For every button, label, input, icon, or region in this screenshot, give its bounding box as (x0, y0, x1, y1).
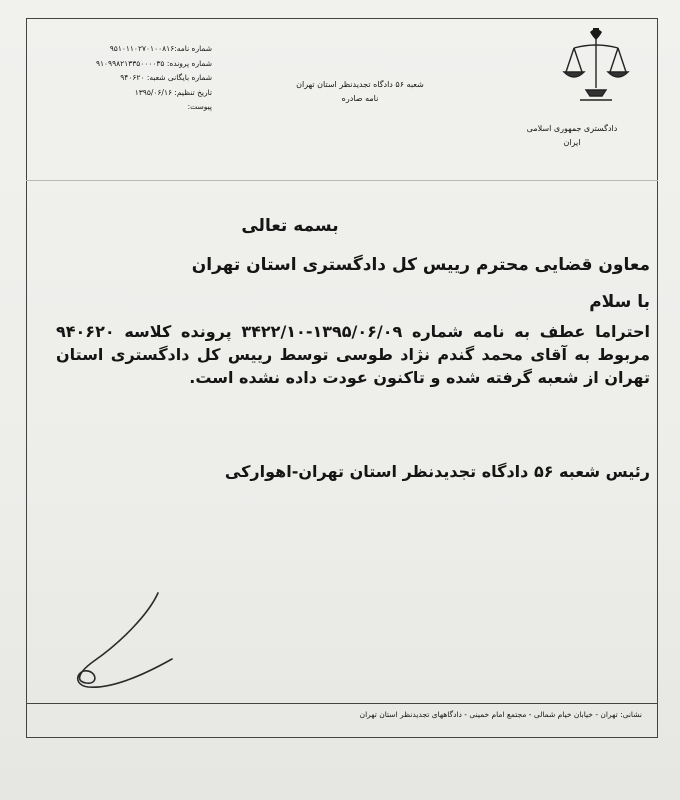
footer-address: نشانی: تهران - خیابان خیام شمالی - مجتمع امام خمینی - دادگاههای تجدیدنظر استان تهران (359, 710, 642, 719)
court-title: شعبه ۵۶ دادگاه تجدیدنظر استان تهران (296, 80, 424, 89)
case-number: شماره پرونده: ۹۱۰۹۹۸۲۱۳۳۵۰۰۰۰۳۵ (95, 58, 212, 68)
footer-divider (26, 703, 658, 704)
signatory-line: رئیس شعبه ۵۶ دادگاه تجدیدنظر استان تهران-اهوارکی (224, 462, 650, 481)
letter-addressee: معاون قضایی محترم ریيس کل دادگستری استان تهران (191, 255, 650, 275)
archive-number: شماره بایگانی شعبه: ۹۴۰۶۲۰ (120, 73, 212, 82)
attachment-label: پیوست: (187, 102, 212, 111)
handwritten-signature (40, 585, 210, 695)
letter-metadata (42, 42, 212, 115)
org-name-line2: ایران (563, 138, 581, 147)
org-name-line1: دادگستری جمهوری اسلامی (526, 124, 618, 133)
letter-date: تاریخ تنظیم: ۱۳۹۵/۰۶/۱۶ (134, 87, 212, 97)
letter-body: احتراما عطف به نامه شماره ۱۳۹۵/۰۶/۰۹-۳۴۲۲/۱۰ پرونده کلاسه ۹۴۰۶۲۰ مربوط به آقای محمد گندم نژاد طوسی توسط ریيس کل دادگستری استان تهران از شعبه گرفته شده و تاکنون عودت داده نشده است. (56, 322, 651, 387)
letter-greeting: با سلام (589, 292, 650, 312)
court-subtitle: نامه صادره (341, 94, 379, 103)
header-divider (26, 180, 658, 181)
judiciary-emblem-icon (560, 28, 632, 110)
court-header (250, 78, 470, 106)
organization-name (502, 122, 642, 150)
letter-opening: بسمه تعالی (241, 216, 339, 236)
letter-number: شماره نامه:۹۵۱۰۱۱۰۲۷۰۱۰۰۸۱۶ (109, 44, 212, 53)
